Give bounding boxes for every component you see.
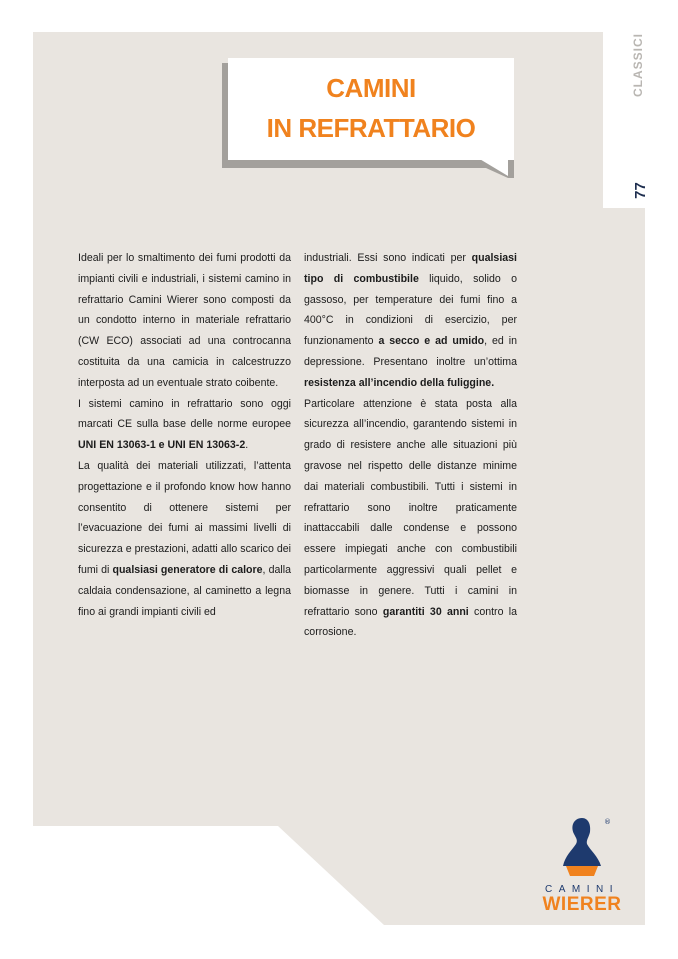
paragraph: industriali. Essi sono indicati per qualsiasi tipo di combustibile liquido, solido o gassoso, per temperature dei fumi fino a 400°C in condizioni di esercizio, per funzionamento a secco e ad umido, ed in depressione. Presentano inoltre un’ottima resistenza all’incendio della fuliggine. [304, 252, 518, 389]
right-column [304, 248, 517, 643]
title-line-1: CAMINI [326, 73, 416, 103]
section-label: CLASSICI [631, 32, 646, 98]
bold-text: qualsiasi generatore di calore [112, 563, 263, 576]
bold-text: UNI EN 13063-1 e UNI EN 13063-2 [78, 439, 246, 452]
logo-figure-icon [532, 810, 632, 885]
logo-text-wierer: WIERER [542, 894, 622, 915]
bold-text: resistenza all’incendio della fuliggine. [304, 376, 495, 389]
bold-text: a secco e ad umido [378, 335, 485, 348]
paragraph: Particolare attenzione è stata posta alla sicurezza all’incendio, garantendo sistemi in grado di resistere anche alle situazioni più gravose nel rispetto delle distanze minime dai materiali combustibili. Tutti i sistemi in refrattario sono inoltre praticamente inattaccabili dalle condense e possono essere impiegati anche con combustibili particolarmente aggressivi quali pellet e biomasse in genere. Tutti i camini in refrattario sono garantiti 30 anni contro la corrosione. [304, 397, 517, 639]
bold-text: garantiti 30 anni [382, 605, 469, 618]
title-box [228, 58, 514, 159]
paragraph: La qualità dei materiali utilizzati, l’attenta progettazione e il profondo know how hanno consentito di ottenere sistemi per l’evacuazione dei fumi ai massimi livelli di sicurezza e prestazioni, adatti allo scarico dei fumi di qualsiasi generatore di calore, dalla caldaia condensazione, al caminetto a legna fino ai grandi impianti civili ed [78, 459, 291, 618]
bold-text: qualsiasi tipo di combustibile [304, 252, 517, 285]
paragraph: Ideali per lo smaltimento dei fumi prodotti da impianti civili e industriali, i sistemi camino in refrattario Camini Wierer sono composti da un condotto interno in materiale refrattario (CW ECO) associati ad una controcanna costituita da una camicia in calcestruzzo interposta ad un eventuale strato coibente. [78, 252, 291, 389]
camini-wierer-logo [532, 810, 632, 915]
title-line-2: IN REFRATTARIO [266, 113, 476, 143]
paragraph: I sistemi camino in refrattario sono oggi marcati CE sulla base delle norme europee UNI EN 13063-1 e UNI EN 13063-2. [78, 397, 291, 452]
left-column [78, 248, 291, 622]
registered-mark: ® [604, 818, 611, 826]
page-number: 77 [631, 181, 649, 199]
logo-text-camini: CAMINI [545, 884, 619, 895]
